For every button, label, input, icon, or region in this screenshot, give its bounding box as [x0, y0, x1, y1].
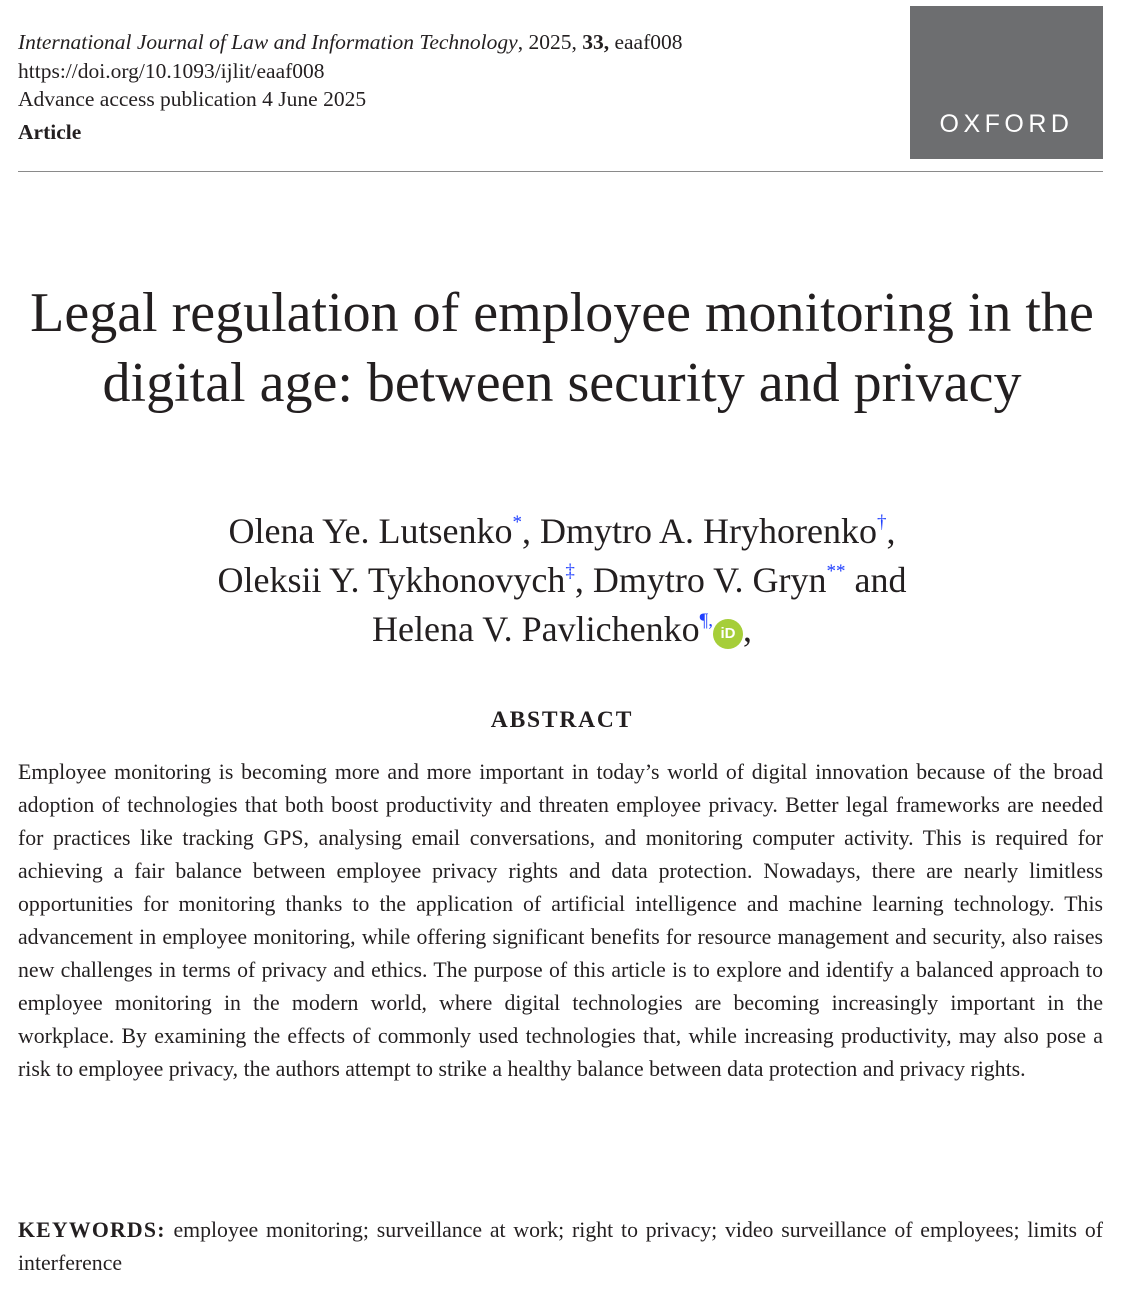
author-name[interactable]: Helena V. Pavlichenko [372, 609, 700, 649]
author-footnote-mark[interactable]: ¶, [699, 610, 713, 631]
journal-year: 2025, [528, 30, 577, 54]
article-id: eaaf008 [614, 30, 683, 54]
article-header [18, 28, 898, 146]
journal-name[interactable]: International Journal of Law and Information Technology [18, 30, 518, 54]
keywords [18, 1214, 1103, 1280]
author-list: Olena Ye. Lutsenko*, Dmytro A. Hryhorenko†, Oleksii Y. Tykhonovych‡, Dmytro V. Gryn** and Helena V. Pavlichenko¶,iD , [217, 511, 907, 649]
keywords-label: KEYWORDS: [18, 1218, 166, 1242]
citation-line: International Journal of Law and Information Technology, 2025, 33, eaaf008 [18, 30, 683, 54]
abstract-text: Employee monitoring is becoming more and more important in today’s world of digital innovation because of the broad adoption of technologies that both boost productivity and threaten employee privacy. Better legal frameworks are needed for practices like tracking GPS, analysing email conversations, and monitoring computer activity. This is required for achieving a fair balance between employee privacy rights and data protection. Nowadays, there are nearly limitless opportunities for monitoring thanks to the application of artificial intelligence and machine learning technology. This advancement in employee monitoring, while offering significant benefits for resource management and security, also raises new challenges in terms of privacy and ethics. The purpose of this article is to explore and identify a balanced approach to employee monitoring in the modern world, where digital technologies are becoming increasingly important in the workplace. By examining the effects of commonly used technologies that, while increasing productivity, may also pose a risk to employee privacy, the authors attempt to strike a healthy balance between data protection and privacy rights. [18, 760, 1103, 1081]
header-divider [18, 171, 1103, 172]
article-type: Article [18, 119, 82, 144]
author-footnote-mark[interactable]: ‡ [565, 561, 575, 582]
keywords-text: employee monitoring; surveillance at work; right to privacy; video surveillance of employees; limits of interference [18, 1218, 1103, 1275]
author-name[interactable]: Dmytro V. Gryn [592, 560, 827, 600]
author-footnote-mark[interactable]: ** [826, 561, 846, 582]
orcid-icon[interactable]: iD [713, 619, 743, 649]
publication-date: Advance access publication 4 June 2025 [18, 87, 367, 111]
publisher-logo[interactable] [910, 6, 1103, 159]
doi-link[interactable]: https://doi.org/10.1093/ijlit/eaaf008 [18, 58, 325, 83]
journal-volume: 33, [582, 30, 610, 54]
author-name[interactable]: Olena Ye. Lutsenko [228, 511, 513, 551]
article-title: Legal regulation of employee monitoring in the digital age: between security and privacy [30, 282, 1094, 414]
author-footnote-mark[interactable]: * [512, 512, 522, 533]
author-name[interactable]: Oleksii Y. Tykhonovych [217, 560, 566, 600]
abstract-heading: ABSTRACT [490, 707, 634, 733]
publisher-logo-text: OXFORD [939, 110, 1074, 138]
author-name[interactable]: Dmytro A. Hryhorenko [540, 511, 877, 551]
author-footnote-mark[interactable]: † [876, 512, 887, 533]
